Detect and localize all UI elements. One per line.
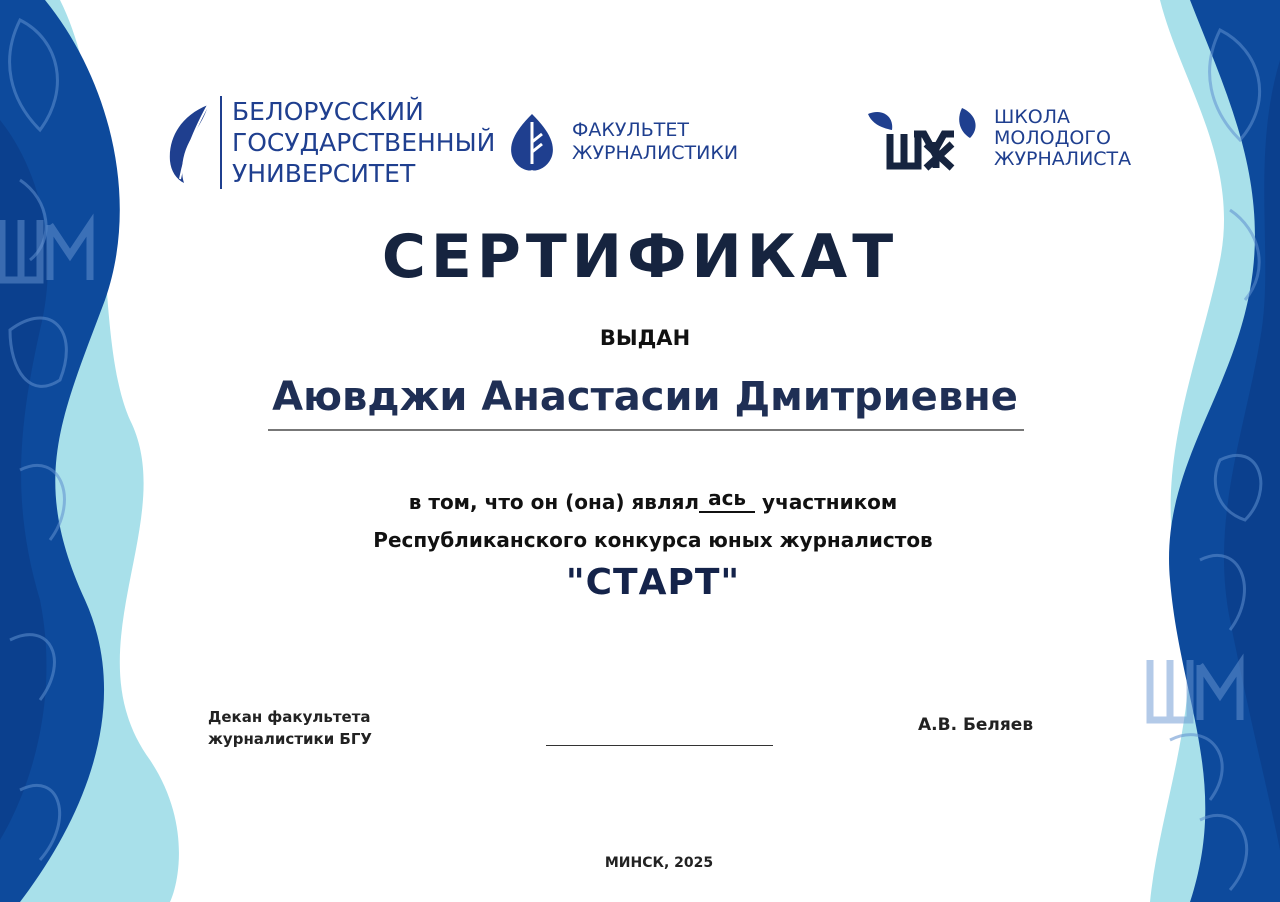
bgu-line3: УНИВЕРСИТЕТ — [232, 159, 416, 188]
shmzh-watermarks — [2, 220, 1240, 720]
body-line-1 — [0, 486, 1280, 514]
school-line3: ЖУРНАЛИСТА — [994, 147, 1132, 170]
signature-line — [546, 745, 773, 746]
gender-fill — [699, 486, 755, 513]
footer-place-date: МИНСК, 2025 — [604, 855, 714, 871]
school-line2: МОЛОДОГО — [994, 126, 1111, 149]
school-logo-text — [994, 107, 1131, 170]
bgu-logo-text — [220, 96, 495, 189]
recipient-name: Аювджи Анастасии Дмитриевне — [272, 374, 1018, 420]
faculty-line1: ФАКУЛЬТЕТ — [572, 119, 689, 141]
body-line-2: Республиканского конкурса юных журналистов — [373, 528, 933, 552]
bgu-line1: БЕЛОРУССКИЙ — [232, 97, 424, 126]
school-logo — [862, 104, 1131, 172]
bgu-line2: ГОСУДАРСТВЕННЫЙ — [232, 128, 496, 157]
feather-icon — [162, 101, 214, 185]
faculty-logo-text — [572, 119, 738, 165]
body-line-1-after: участником — [762, 490, 898, 514]
gender-fill-text: ась — [708, 486, 747, 510]
faculty-line2: ЖУРНАЛИСТИКИ — [572, 142, 739, 164]
certificate-title: СЕРТИФИКАТ — [381, 222, 899, 292]
faculty-logo — [506, 112, 738, 172]
body-line-1-before: в том, что он (она) являл — [408, 490, 700, 514]
bgu-logo — [162, 96, 495, 189]
school-line1: ШКОЛА — [994, 105, 1071, 128]
recipient-underline — [268, 429, 1024, 431]
shmzh-monogram-icon — [862, 104, 982, 172]
issued-label: ВЫДАН — [599, 326, 691, 350]
contest-name: "СТАРТ" — [565, 562, 741, 603]
signatory-name: А.В. Беляев — [918, 715, 1034, 735]
signatory-role-line2: журналистики БГУ — [208, 730, 372, 748]
signatory-role-line1: Декан факультета — [208, 708, 371, 726]
signatory-role — [208, 706, 372, 750]
leaf-pen-icon — [506, 112, 558, 172]
